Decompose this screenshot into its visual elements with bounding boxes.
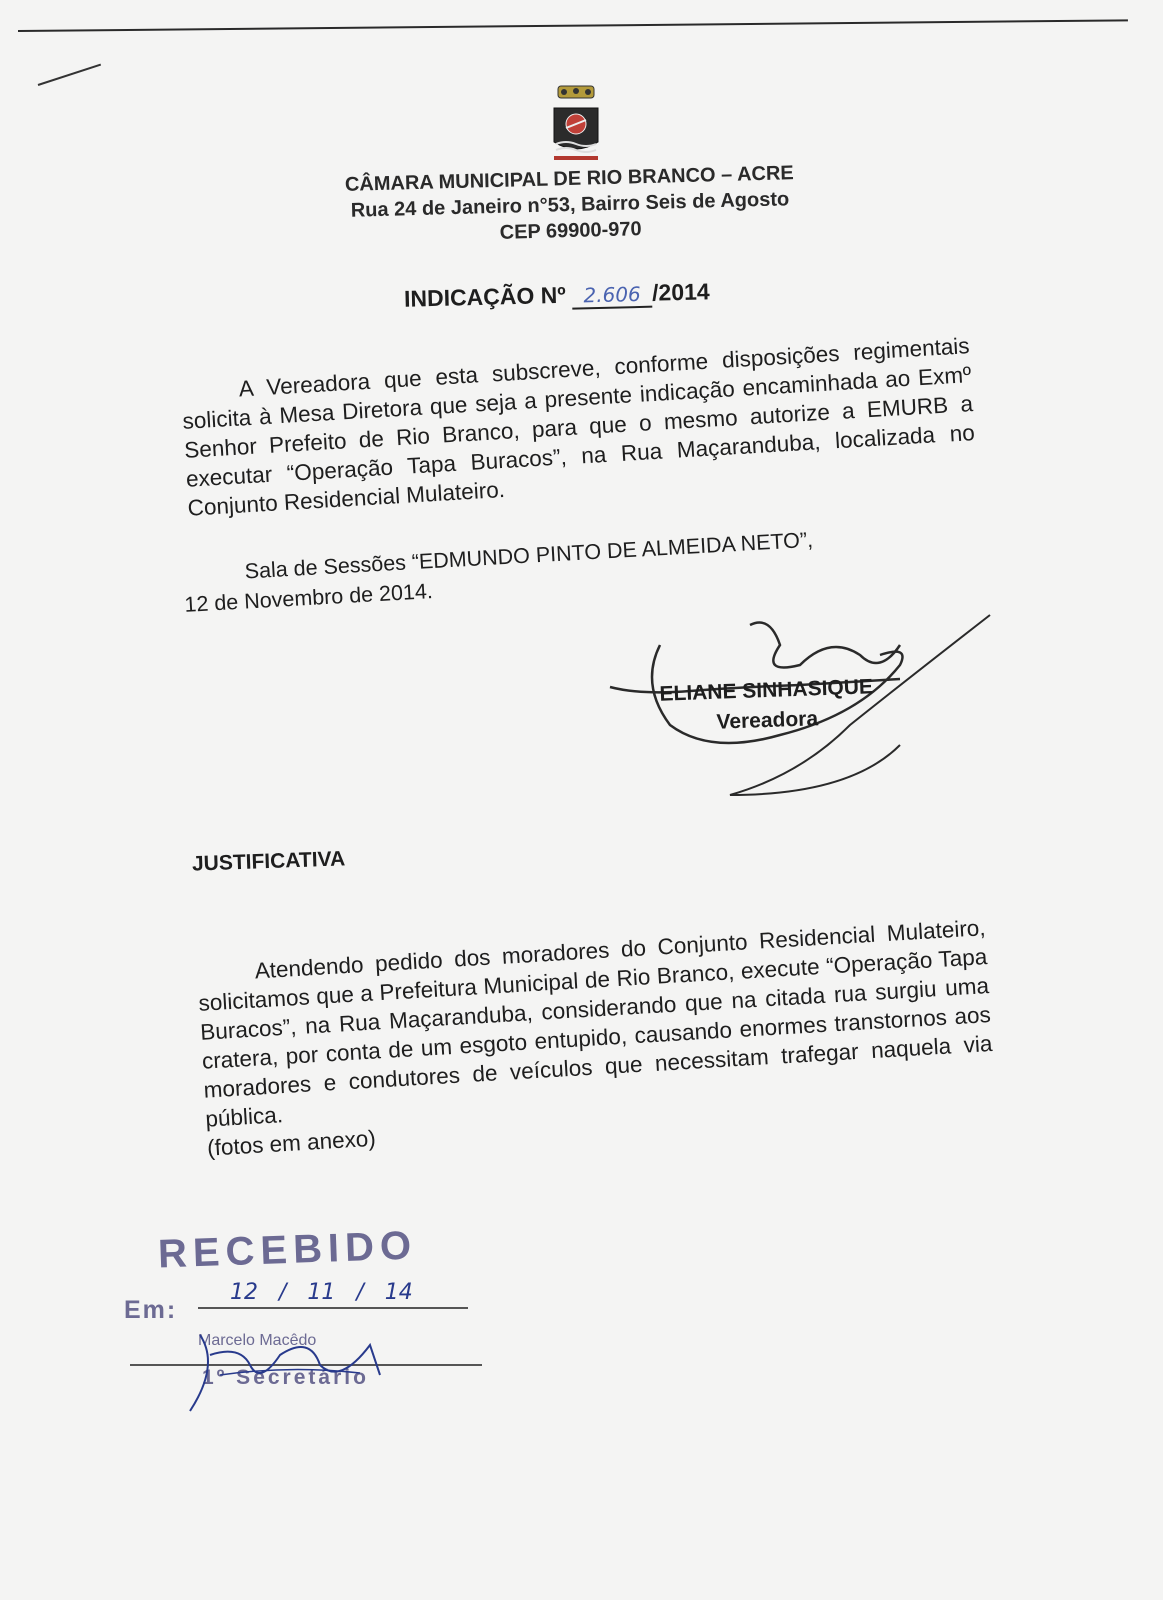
institution-address: Rua 24 de Janeiro n°53, Bairro Seis de Agosto bbox=[350, 188, 790, 222]
top-edge-line bbox=[18, 19, 1128, 32]
session-line: Sala de Sessões “EDMUNDO PINTO DE ALMEIDA NETO”, bbox=[244, 527, 814, 584]
indication-body bbox=[180, 331, 977, 523]
institution-cep: CEP 69900-970 bbox=[499, 218, 642, 244]
letterhead bbox=[299, 159, 841, 251]
institution-name: CÂMARA MUNICIPAL DE RIO BRANCO – ACRE bbox=[344, 162, 794, 196]
justification-heading: JUSTIFICATIVA bbox=[191, 847, 346, 876]
signatory-role: Vereadora bbox=[716, 707, 819, 734]
margin-mark bbox=[38, 64, 101, 86]
municipal-coat-of-arms-icon bbox=[546, 84, 606, 174]
stamp-received-label: RECEBIDO bbox=[157, 1223, 418, 1277]
signatory-block bbox=[659, 672, 874, 739]
stamp-handwritten-date: 12 / 11 / 14 bbox=[230, 1280, 413, 1305]
attachment-note: (fotos em anexo) bbox=[206, 1125, 377, 1161]
stamp-em-label: Em: bbox=[124, 1296, 178, 1324]
stamp-signer-role: 1º Secretário bbox=[202, 1366, 369, 1389]
signatory-name: ELIANE SINHASIQUE bbox=[659, 675, 874, 706]
stamp-signature-icon bbox=[180, 1325, 400, 1415]
justification-body bbox=[196, 913, 997, 1162]
handwritten-document-number: 2.606 bbox=[572, 282, 653, 310]
indication-text: A Vereadora que esta subscreve, conforme disposições regimentais solicita à Mesa Diretora que seja a presente indicação encaminhada ao Exmº Senhor Prefeito de Rio Branco, para que o mesmo autorize a EMURB a executar “Operação Tapa Buracos”, na Rua Maçaranduba, localizada no Conjunto Residencial Mulateiro. bbox=[181, 333, 976, 521]
document-title bbox=[404, 278, 710, 313]
stamp-signer-name: Marcelo Macêdo bbox=[198, 1332, 317, 1349]
title-prefix: INDICAÇÃO Nº bbox=[403, 281, 567, 312]
title-year: /2014 bbox=[651, 278, 710, 306]
stamp-date-line bbox=[198, 1306, 468, 1309]
justification-text: Atendendo pedido dos moradores do Conjunto Residencial Mulateiro, solicitamos que a Prefeitura Municipal de Rio Branco, execute “Operação Tapa Buracos”, na Rua Maçaranduba, considerando que na citada rua surgiu uma cratera, por conta de um esgoto entupido, causando enormes transtornos aos moradores e condutores de veículos que necessitam trafegar naquela via pública. bbox=[197, 915, 994, 1132]
date-line: 12 de Novembro de 2014. bbox=[183, 579, 434, 617]
